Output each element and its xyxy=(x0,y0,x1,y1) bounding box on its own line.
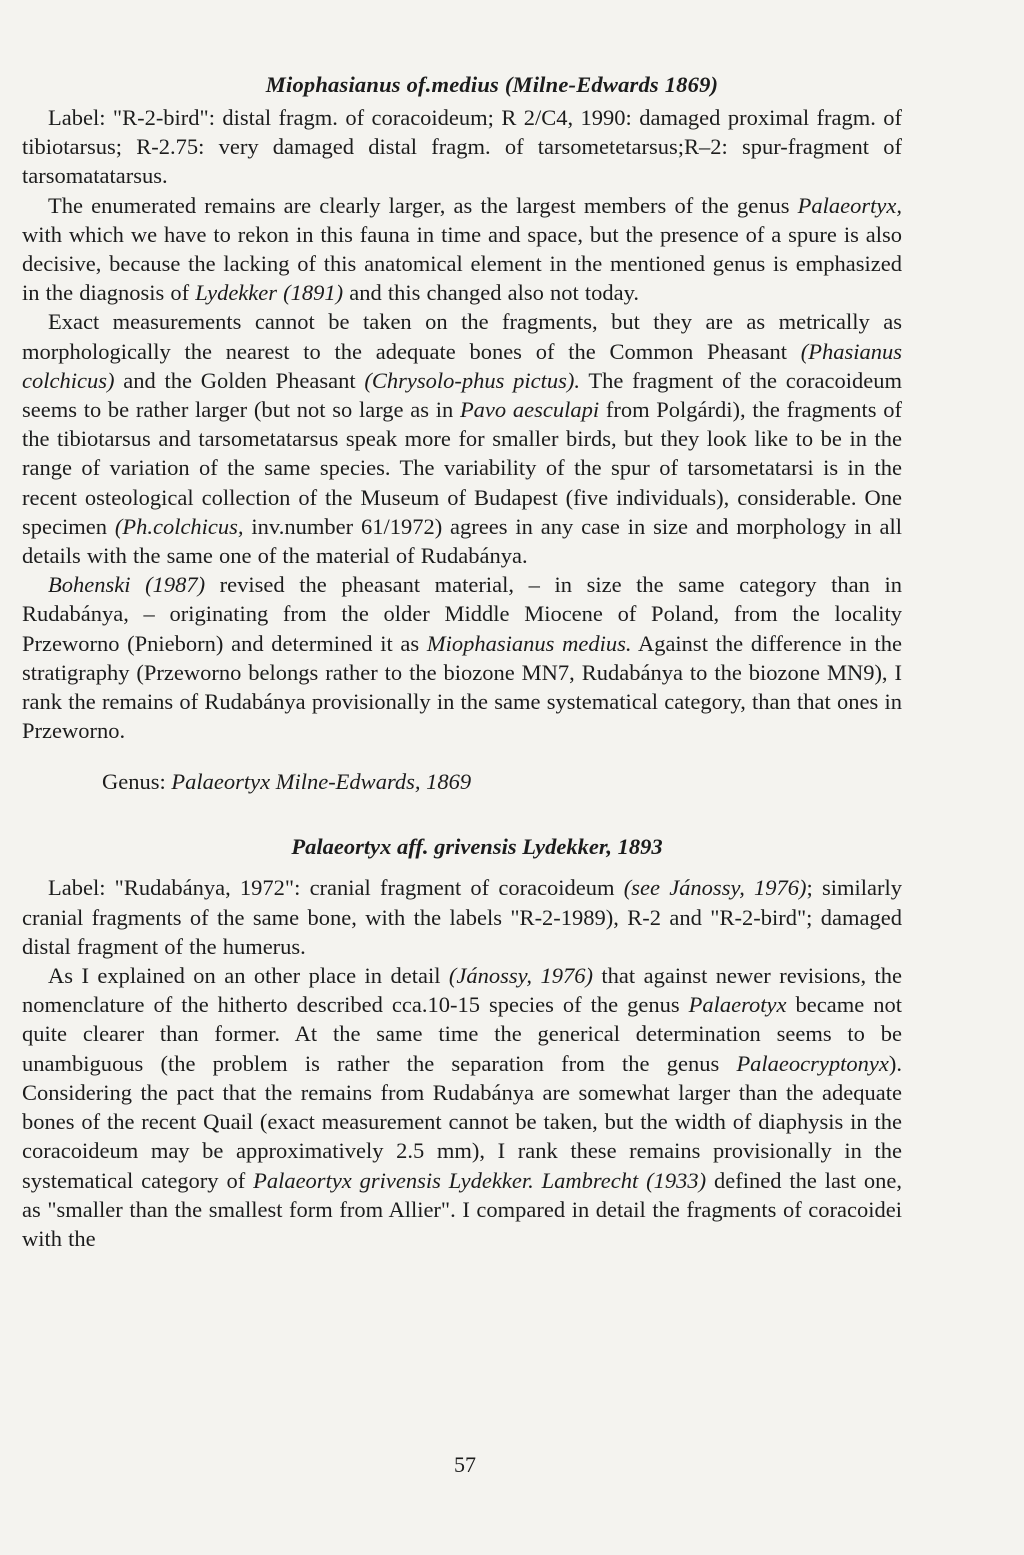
italic-text-run: (Jánossy, 1976) xyxy=(448,963,593,989)
italic-text-run: Palaerotyx xyxy=(688,992,787,1018)
text-run: from Polgárdi), the fragments of the tibiotarsus and tarsometatarsus speak more for smaller birds, but they look like to be in the range of variation of the same species. The variability of the spur of tarsometatarsi is in the recent osteological collection of the Museum of Budapest (five individuals), considerable. One specimen xyxy=(22,397,903,539)
genus-heading xyxy=(22,767,902,796)
italic-text-run: (Phasianus colchicus) xyxy=(22,338,902,393)
section-title-miophasianus: Miophasianus of.medius (Milne-Edwards 1869) xyxy=(265,72,719,97)
text-run: that against newer revisions, the nomenclature of the hitherto described cca.10-15 species of the genus xyxy=(22,963,903,1018)
text-run: and this changed also not today. xyxy=(343,280,639,306)
italic-text-run: Palaeocryptonyx xyxy=(736,1050,889,1076)
page-number: 57 xyxy=(454,1452,476,1477)
text-run: and the Golden Pheasant xyxy=(114,367,365,393)
text-run: As I explained on an other place in detail xyxy=(48,963,449,989)
genus-label: Genus: xyxy=(102,769,172,795)
paragraph-measurements xyxy=(22,307,902,570)
italic-text-run: (Chrysolo-phus pictus). xyxy=(364,367,581,393)
italic-text-run: Bohenski (1987) xyxy=(48,572,206,598)
italic-text-run: (see Jánossy, 1976) xyxy=(623,875,807,901)
paragraph-enumerated-remains xyxy=(22,191,902,308)
text-run: The enumerated remains are clearly larger, as the largest members of the genus xyxy=(48,192,798,218)
genus-name: Palaeortyx Milne-Edwards, 1869 xyxy=(171,769,472,795)
text-run: revised the pheasant material, – in size the same category than in Rudabánya, – originating from the older Middle Miocene of Poland, from the locality Przeworno (Pnieborn) and determined it as xyxy=(22,572,903,656)
text-run: with which we have to rekon in this fauna in time and space, but the presence of a spure is also decisive, because the lacking of this anatomical element in the mentioned genus is emphasized in the diagnosis of xyxy=(22,221,902,306)
text-run: Label: "R-2-bird": distal fragm. of coracoideum; R 2/C4, 1990: damaged proximal fragm. of tibiotarsus; R-2.75: very damaged distal fragm. of tarsometetarsus;R–2: spur-fragment of tarsomatatarsus. xyxy=(22,105,902,189)
paragraph-label-palaeortyx xyxy=(22,873,902,961)
italic-text-run: Pavo aesculapi xyxy=(459,397,600,423)
text-run: Label: "Rudabánya, 1972": cranial fragment of coracoideum xyxy=(48,875,624,901)
text-run: The fragment of the coracoideum seems to be rather larger (but not so large as in xyxy=(22,367,902,423)
text-run: ; similarly cranial fragments of the same bone, with the labels "R-2-1989), R-2 and "R-2-bird"; damaged distal fragment of the humerus. xyxy=(22,875,902,959)
italic-text-run: (Ph.colchicus, xyxy=(114,513,244,539)
italic-text-run: Miophasianus medius. xyxy=(426,630,632,656)
text-run: became not quite clearer than former. At the same time the generical determination seems to be unambiguous (the problem is rather the separation from the genus xyxy=(22,992,902,1076)
italic-text-run: Lydekker (1891) xyxy=(195,280,344,306)
text-run: Exact measurements cannot be taken on the fragments, but they are as metrically as morphologically the nearest to the adequate bones of the Common Pheasant xyxy=(22,309,902,364)
section-title-palaeortyx: Palaeortyx aff. grivensis Lydekker, 1893 xyxy=(291,834,663,860)
italic-text-run: Palaeortyx grivensis Lydekker. Lambrecht (1933) xyxy=(253,1167,707,1193)
text-run: defined the last one, as "smaller than the smallest form from Allier". I compared in detail the fragments of coracoidei with the xyxy=(22,1167,902,1251)
text-run: ). Considering the pact that the remains from Rudabánya are somewhat larger than the adequate bones of the recent Quail (exact measurement cannot be taken, but the width of diaphysis in the coracoideum may be approximatively 2.5 mm), I rank these remains provisionally in the systematical category of xyxy=(22,1050,902,1193)
italic-text-run: Palaeortyx, xyxy=(797,192,902,218)
text-run: Against the difference in the stratigraphy (Przeworno belongs rather to the biozone MN7, Rudabánya to the biozone MN9), I rank the remains of Rudabánya provisionally in the same systematical category, than that ones in Przeworno. xyxy=(22,630,903,744)
paragraph-bohenski xyxy=(22,570,902,745)
paragraph-nomenclature xyxy=(22,961,902,1253)
text-run: inv.number 61/1972) agrees in any case in size and morphology in all details with the same one of the material of Rudabánya. xyxy=(22,513,902,569)
paragraph-label-miophasianus xyxy=(22,103,902,191)
